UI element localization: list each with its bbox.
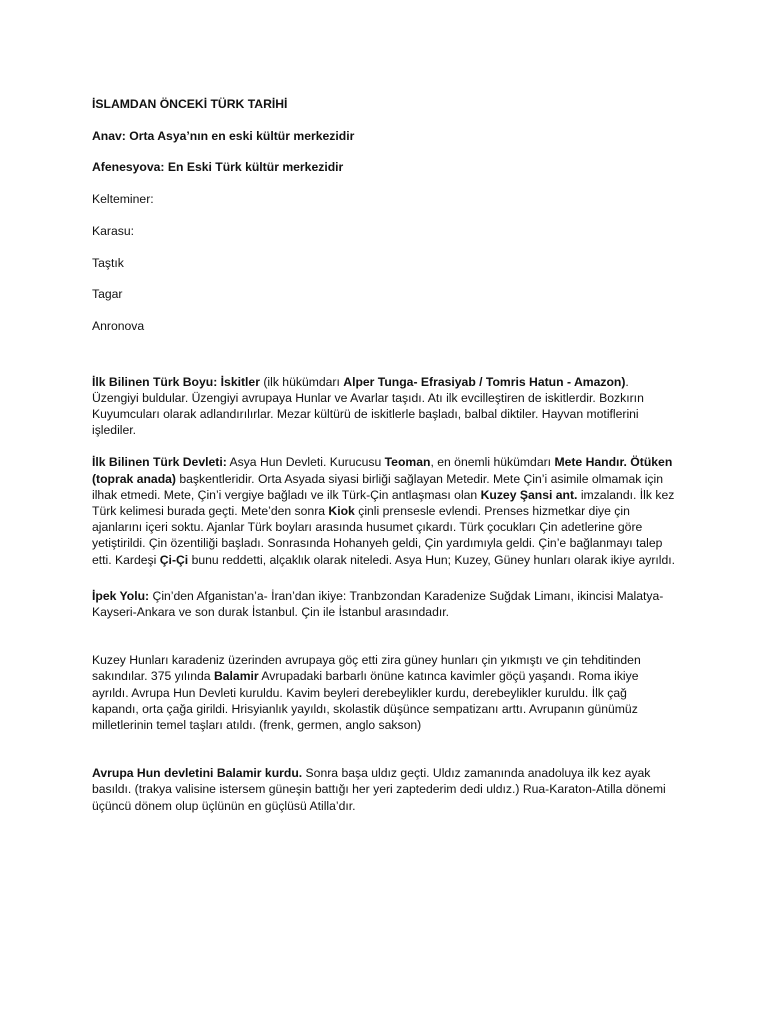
text-run: . Üzengiyi buldular. Üzengiyi avrupaya Hunlar ve Avarlar taşıdı. Atı ilk evcilleştiren de iskitlerdir. Bozkırın Kuyumcuları olarak adlandırılırlar. Mezar kültürü de iskitlerle başladı, balbal diktiler. Hayvan motiflerini işlediler.: [92, 374, 644, 438]
text-run: Avrupadaki barbarlı önüne katınca kavimler göçü yaşandı. Roma ikiye ayrıldı. Avrupa Hun Devleti kuruldu. Kavim beyleri derebeylikler kurdu, derebeylikler kuruldu. İlk çağ kapandı, orta çağa girildi. Hrisyianlık yayıldı, skolastik düşünce sempatizanı arttı. Avrupanın günümüz milletlerinin temel taşları atıldı. (frenk, germen, anglo sakson): [92, 669, 639, 733]
text-run: Kuzey Hunları karadeniz üzerinden avrupaya göç etti zira güney hunları çin yıkmıştı ve çin tehditinden sakındılar. 375 yılında: [92, 653, 641, 684]
text-run: çinli prensesle evlendi. Prenses hizmetkar diye çin ajanlarını içeri soktu. Ajanlar Türk boyları arasında husumet çıkardı. Türk çocukları Çin adetlerine göre yetiştirildi. Çin özentiliği başladı. Sonrasında Hohanyeh geldi, Çin yardımıyla geldi. Çin’e bağlanmayı talep etti. Kardeşi: [92, 504, 663, 567]
bold-run: İlk Bilinen Türk Boyu: İskitler: [92, 374, 260, 389]
text-run: bunu reddetti, alçaklık olarak niteledi. Asya Hun; Kuzey, Güney hunları olarak ikiye ayrıldı.: [188, 552, 676, 567]
intro-line-tagar: Tagar: [92, 287, 123, 302]
bold-run: İpek Yolu:: [92, 588, 150, 603]
spacer: [92, 749, 676, 765]
bold-run: Balamir: [213, 669, 259, 684]
paragraph-kuzey-hunlari: [92, 652, 676, 733]
text-run: , en önemli hükümdarı: [430, 455, 555, 470]
spacer: [92, 636, 676, 652]
bold-run: Teoman: [384, 455, 431, 470]
intro-line-karasu: Karasu:: [92, 223, 135, 238]
text-run: başkentleridir. Orta Asyada siyasi birliği sağlayan Metedir. Mete Çin’i asimile olmamak için ilhak etmedi. Mete, Çin’i vergiye bağladı ve ilk Türk-Çin antlaşması olan: [92, 471, 664, 502]
text-run: (ilk hükümdarı: [259, 374, 344, 389]
bold-run: Kuzey Şansi ant.: [480, 487, 578, 502]
bold-run: Kiok: [328, 504, 355, 519]
paragraph-avrupa-hun: [92, 765, 676, 814]
text-run: Sonra başa uldız geçti. Uldız zamanında anadoluya ilk kez ayak basıldı. (trakya valisine istersem güneşin battığı her yeri zaptederim dedi uldız.) Rua-Karaton-Atilla dönemi üçüncü dönem olup üçlünün en güçlüsü Atilla’dır.: [92, 766, 666, 813]
text-run: Çin’den Afganistan’a- İran’dan ikiye: Tranbzondan Karadenize Suğdak Limanı, ikincisi Malatya-Kayseri-Ankara ve son durak İstanbul. Çin ile İstanbul arasındadır.: [92, 588, 664, 620]
bold-run: Mete Handır. Ötüken (toprak anada): [92, 455, 673, 486]
bold-run: İlk Bilinen Türk Devleti:: [92, 455, 227, 470]
intro-line-kelteminer: Kelteminer:: [92, 192, 154, 207]
paragraph-ilk-turk-boyu: [92, 374, 676, 439]
intro-line-tastik: Taştık: [92, 255, 124, 270]
bold-run: Avrupa Hun devletini Balamir kurdu.: [92, 766, 303, 781]
intro-line-anav: Anav: Orta Asya’nın en eski kültür merkezidir: [92, 128, 355, 143]
spacer: [92, 350, 676, 374]
text-run: Asya Hun Devleti. Kurucusu: [226, 455, 385, 470]
intro-line-anronova: Anronova: [92, 318, 145, 333]
bold-run: Çi-Çi: [159, 552, 189, 567]
paragraph-ipek-yolu: [92, 588, 676, 620]
text-run: imzalandı. İlk kez Türk kelimesi burada geçti. Mete’den sonra: [92, 487, 675, 519]
intro-line-afenesyova: Afenesyova: En Eski Türk kültür merkezidir: [92, 160, 344, 175]
document-title: İSLAMDAN ÖNCEKİ TÜRK TARİHİ: [92, 97, 288, 111]
paragraph-ilk-turk-devleti: [92, 454, 676, 567]
bold-run: Alper Tunga- Efrasiyab / Tomris Hatun - Amazon): [343, 374, 626, 389]
